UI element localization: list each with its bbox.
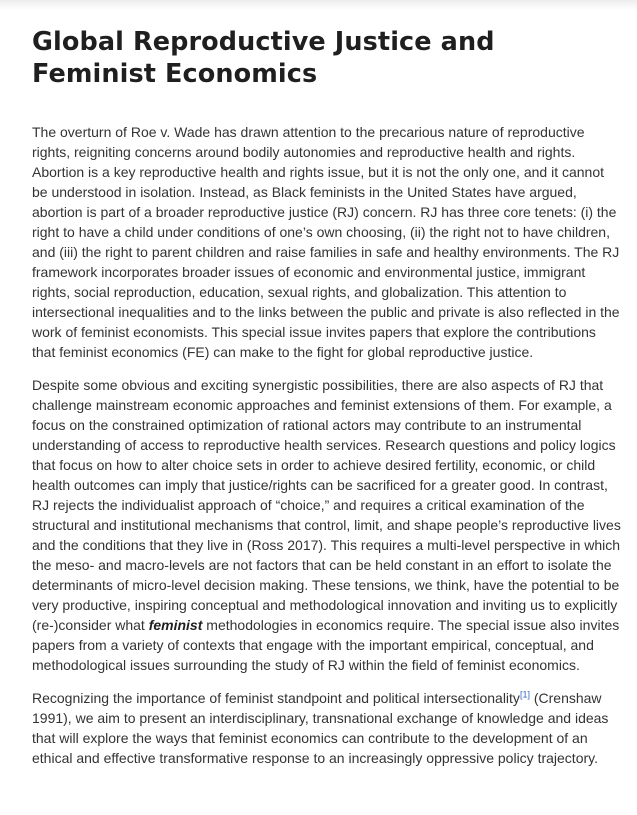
paragraph-3-text-end: (Crenshaw 1991), we aim to present an interdisciplinary, transnational exchange of knowledge and ideas that will explore the ways that feminist economics can contribute to the development of an ethical and effective transformative response to an increasingly oppressive policy trajectory. [32,690,609,766]
paragraph-3-text-start: Recognizing the importance of feminist standpoint and political intersectionality [32,690,520,706]
footnote-marker [520,689,530,699]
article [32,26,622,781]
emphasis-feminist: feminist [148,617,203,633]
paragraph-2-text-end: methodologies in economics require. The special issue also invites papers from a variety of contexts that engage with the important empirical, conceptual, and methodological issues surrounding the study of RJ within the field of feminist economics. [32,617,620,673]
paragraph-2 [32,375,622,675]
paragraph-3 [32,688,622,768]
top-shadow [0,0,637,10]
article-title: Global Reproductive Justice and Feminist Economics [32,27,495,89]
footnote-link[interactable]: [1] [519,689,530,700]
article-body [32,122,622,768]
paragraph-1: The overturn of Roe v. Wade has drawn attention to the precarious nature of reproductive rights, reigniting concerns around bodily autonomies and reproductive health and rights. Abortion is a key reproductive health and rights issue, but it is not the only one, and it cannot be understood in isolation. Instead, as Black feminists in the United States have argued, abortion is part of a broader reproductive justice (RJ) concern. RJ has three core tenets: (i) the right to have a child under conditions of one’s own choosing, (ii) the right not to have children, and (iii) the right to parent children and raise families in safe and healthy environments. The RJ framework incorporates broader issues of economic and environmental justice, immigrant rights, social reproduction, education, sexual rights, and globalization. This attention to intersectional inequalities and to the links between the public and private is also reflected in the work of feminist economists. This special issue invites papers that explore the contributions that feminist economics (FE) can make to the fight for global reproductive justice. [32,124,620,360]
paragraph-2-text-start: Despite some obvious and exciting synergistic possibilities, there are also aspects of RJ that challenge mainstream economic approaches and feminist extensions of them. For example, a focus on the constrained optimization of rational actors may contribute to an instrumental understanding of access to reproductive health services. Research questions and policy logics that focus on how to alter choice sets in order to achieve desired fertility, economic, or child health outcomes can imply that justice/rights can be sacrificed for a greater good. In contrast, RJ rejects the individualist approach of “choice,” and requires a critical examination of the structural and institutional mechanisms that control, limit, and shape people’s reproductive lives and the conditions that they live in (Ross 2017). This requires a multi-level perspective in which the meso- and macro-levels are not factors that can be held constant in an effort to isolate the determinants of micro-level decision making. These tensions, we think, have the potential to be very productive, inspiring conceptual and methodological innovation and inviting us to explicitly (re-)consider what [32,377,621,633]
